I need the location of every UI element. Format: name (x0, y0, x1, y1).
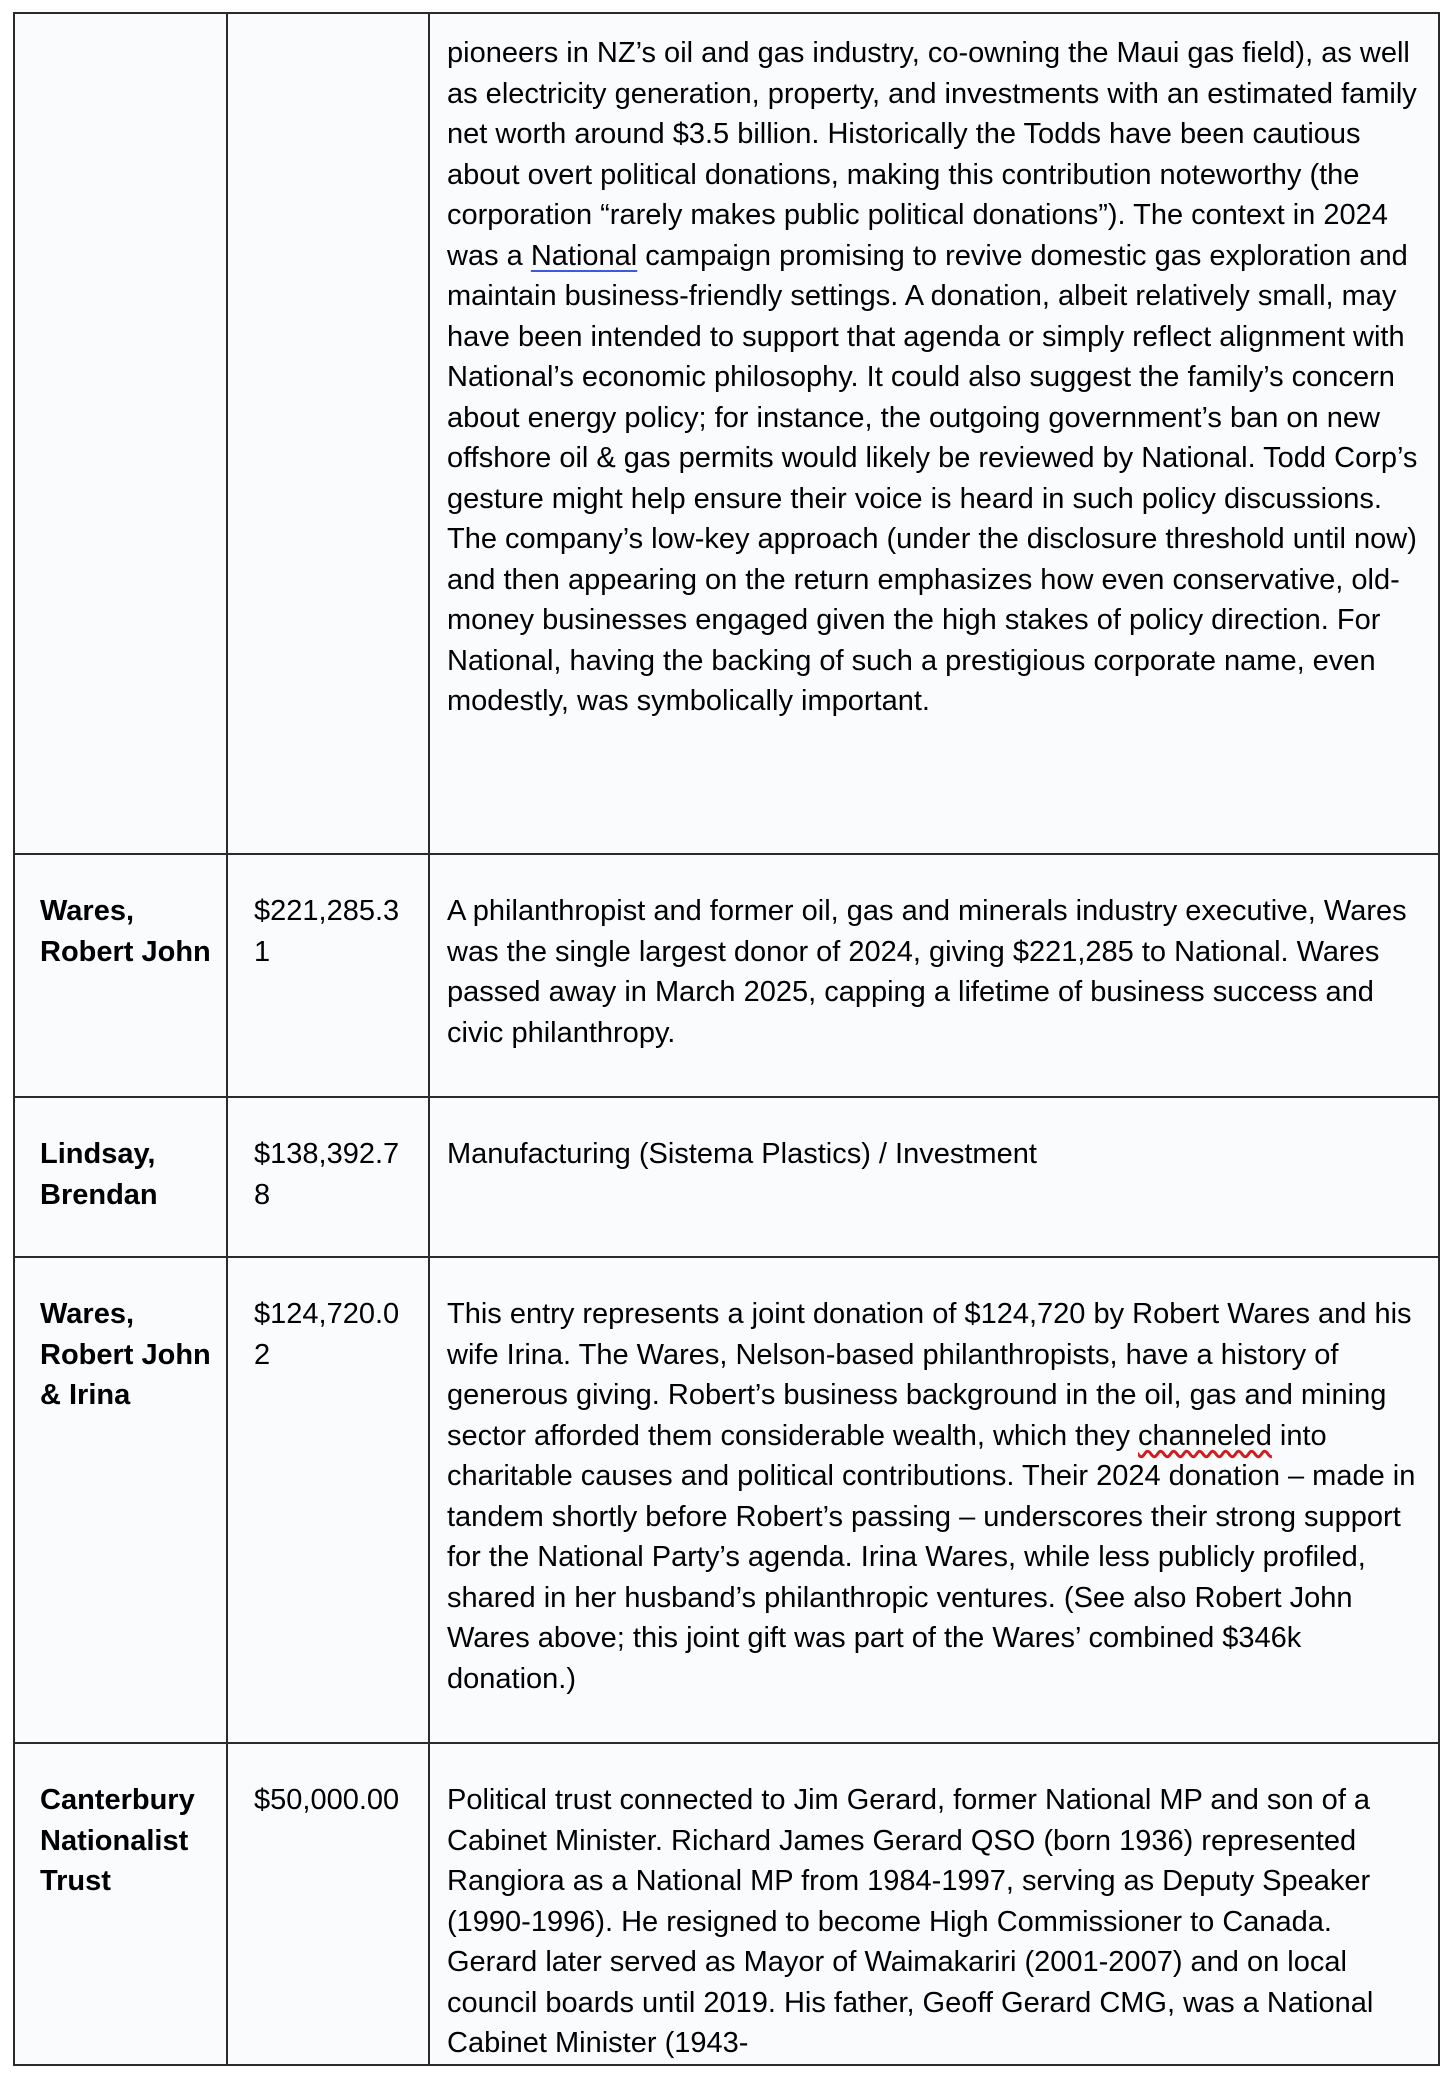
donation-amount-cell: $124,720.02 (227, 1257, 429, 1743)
donor-table (13, 12, 1440, 2066)
donor-description-cell: A philanthropist and former oil, gas and minerals industry executive, Wares was the single largest donor of 2024, giving $221,285 to National. Wares passed away in March 2025, capping a lifetime of business success and civic philanthropy. (429, 854, 1439, 1097)
grammar-suggestion-word[interactable]: National (530, 239, 638, 272)
donation-amount-cell: $138,392.78 (227, 1097, 429, 1257)
description-text: campaign promising to revive domestic gas exploration and maintain business-friendly settings. A donation, albeit relatively small, may have been intended to support that agenda or simply reflect alignment with National’s economic philosophy. It could also suggest the family’s concern about energy policy; for instance, the outgoing government’s ban on new offshore oil & gas permits would likely be reviewed by National. Todd Corp’s gesture might help ensure their voice is heard in such policy discussions. The company’s low-key approach (under the disclosure threshold until now) and then appearing on the return emphasizes how even conservative, old-money businesses engaged given the high stakes of policy direction. For National, having the backing of such a prestigious corporate name, even modestly, was symbolically important. (447, 239, 1418, 717)
donation-amount-cell: $221,285.31 (227, 854, 429, 1097)
donation-amount-cell: $50,000.00 (227, 1743, 429, 2065)
table-row (14, 13, 1439, 854)
donor-description-cell (429, 1257, 1439, 1743)
donor-description-cell: Manufacturing (Sistema Plastics) / Investment (429, 1097, 1439, 1257)
table-row (14, 1257, 1439, 1743)
table-row (14, 1743, 1439, 2065)
table-row (14, 1097, 1439, 1257)
donor-name-cell (14, 13, 227, 854)
donor-description-cell: Political trust connected to Jim Gerard, former National MP and son of a Cabinet Minister. Richard James Gerard QSO (born 1936) represented Rangiora as a National MP from 1984-1997, serving as Deputy Speaker (1990-1996). He resigned to become High Commissioner to Canada. Gerard later served as Mayor of Waimakariri (2001-2007) and on local council boards until 2019. His father, Geoff Gerard CMG, was a National Cabinet Minister (1943- (429, 1743, 1439, 2065)
description-text: into charitable causes and political contributions. Their 2024 donation – made in tandem shortly before Robert’s passing – underscores their strong support for the National Party’s agenda. Irina Wares, while less publicly profiled, shared in her husband’s philanthropic ventures. (See also Robert John Wares above; this joint gift was part of the Wares’ combined $346k donation.) (447, 1419, 1416, 1695)
donor-name-cell: Lindsay, Brendan (14, 1097, 227, 1257)
donor-name-cell: Canterbury Nationalist Trust (14, 1743, 227, 2065)
table-row (14, 854, 1439, 1097)
description-text: pioneers in NZ’s oil and gas industry, co-owning the Maui gas field), as well as electricity generation, property, and investments with an estimated family net worth around $3.5 billion. Historically the Todds have been cautious about overt political donations, making this contribution noteworthy (the corporation “rarely makes public political donations”). The context in 2024 was a (447, 37, 1417, 272)
donor-description-cell (429, 13, 1439, 854)
donation-amount-cell (227, 13, 429, 854)
donor-name-cell: Wares, Robert John (14, 854, 227, 1097)
donor-name-cell: Wares, Robert John & Irina (14, 1257, 227, 1743)
description-text: This entry represents a joint donation of $124,720 by Robert Wares and his wife Irina. The Wares, Nelson-based philanthropists, have a history of generous giving. Robert’s business background in the oil, gas and mining sector afforded them considerable wealth, which they (447, 1298, 1412, 1452)
spelling-error-word[interactable]: channeled (1138, 1419, 1272, 1452)
